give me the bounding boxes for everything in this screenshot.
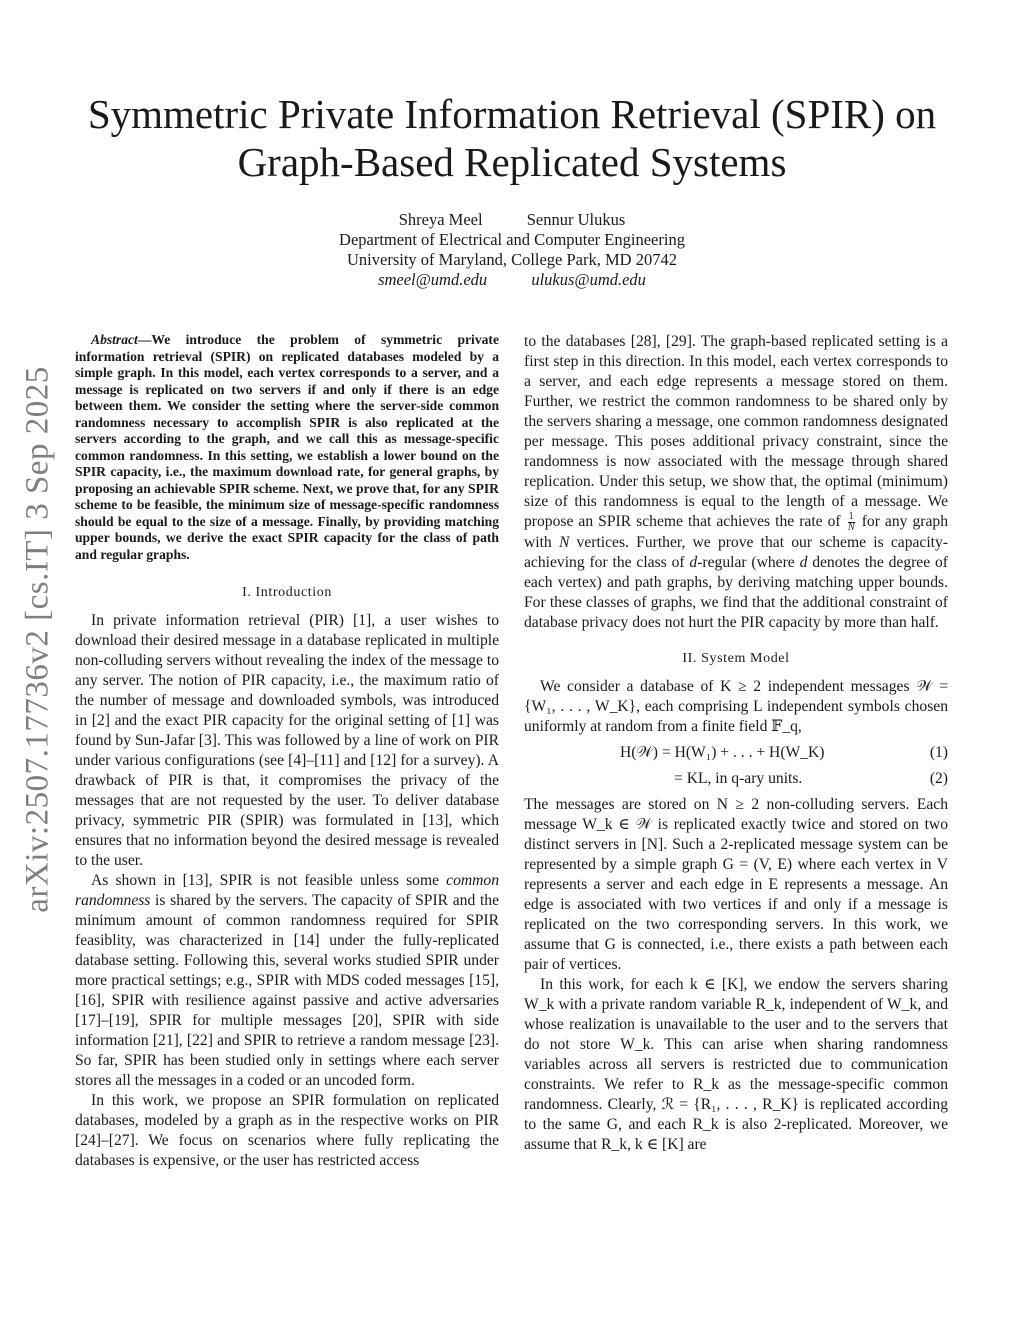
intro-paragraph-1: In private information retrieval (PIR) [1], a user wishes to download their desired message in a database replicated in multiple non-colluding servers without revealing the index of the message to any server. The notion of PIR capacity, i.e., the maximum ratio of the number of message and downloaded symbols, was introduced in [2] and the exact PIR capacity for the original setting of [1] was found by Sun-Jafar [3]. This was followed by a line of work on PIR under various configurations (see [4]–[11] and [12] for a survey). A drawback of PIR is that, it compromises the privacy of the messages that are not requested by the user. To deliver database privacy, symmetric PIR (SPIR) was formulated in [13], which ensures that no information beyond the desired message is revealed to the user. — [75, 612, 499, 869]
fraction-numerator: 1 — [848, 511, 854, 522]
equation-2-body: = KL, in q-ary units. — [674, 770, 803, 787]
math-symbol: d — [689, 554, 698, 571]
math-symbol: N — [558, 534, 570, 551]
paper-title — [60, 90, 964, 186]
section-heading-system-model: II. System Model — [682, 651, 790, 666]
author-university: University of Maryland, College Park, MD 20742 — [347, 250, 677, 269]
equation-1-body: H(𝒲) = H(W₁) + . . . + H(W_K) — [620, 744, 825, 761]
math-symbol: d — [799, 554, 808, 571]
equation-1-number: (1) — [929, 744, 948, 761]
arxiv-identifier-text: arXiv:2507.17736v2 [cs.IT] 3 Sep 2025 — [19, 365, 56, 913]
right-column — [524, 332, 948, 1155]
intro-paragraph-2 — [75, 871, 499, 1091]
abstract-lead: Abstract — [91, 332, 138, 347]
left-column — [75, 332, 499, 1171]
author-email: smeel@umd.edu — [378, 270, 488, 289]
intro-continuation — [524, 332, 948, 633]
intro-paragraph-3: In this work, we propose an SPIR formulation on replicated databases, modeled by a graph as in the respective works on PIR [24]–[27]. We focus on scenarios where fully replicating the databases is expensive, or the user has restricted access — [75, 1092, 499, 1169]
intro-p2-emphasis: common randomness — [75, 872, 499, 909]
section-heading-introduction: I. Introduction — [242, 585, 332, 600]
author-block — [60, 210, 964, 290]
text-span: for any graph with — [524, 513, 948, 551]
system-paragraph-3: In this work, for each k ∈ [K], we endow the servers sharing W_k with a private random variable R_k, independent of W_k, and whose realization is unavailable to the user and to the servers that do not store W_k. This can arise when sharing randomness variables across all servers is restricted due to communication constraints. We refer to R_k as the message-specific common randomness. Clearly, ℛ = {R₁, . . . , R_K} is replicated according to the same G, and each R_k is also 2-replicated. Moreover, we assume that R_k, k ∈ [K] are — [524, 976, 948, 1153]
abstract-text: —We introduce the problem of symmetric private information retrieval (SPIR) on replicated databases modeled by a simple graph. In this model, each vertex corresponds to a server, and a message is replicated on two servers if and only if there is an edge between them. We consider the setting where the server-side common randomness necessary to accomplish SPIR is also replicated at the servers according to the graph, and we call this as message-specific common randomness. In this setting, we establish a lower bound on the SPIR capacity, i.e., the maximum download rate, for general graphs, by proposing an achievable SPIR scheme. Next, we prove that, for any SPIR scheme to be feasible, the minimum size of message-specific randomness should be equal to the size of a message. Finally, by providing matching upper bounds, we derive the exact SPIR capacity for the class of path and regular graphs. — [75, 332, 499, 562]
author-name: Sennur Ulukus — [526, 210, 626, 229]
intro-p2-text: As shown in [13], SPIR is not feasible unless some — [91, 872, 447, 889]
title-line-2: Graph-Based Replicated Systems — [237, 139, 787, 185]
equation-1 — [524, 743, 948, 763]
system-paragraph-2: The messages are stored on N ≥ 2 non-colluding servers. Each message W_k ∈ 𝒲 is replicated exactly twice and stored on two distinct servers in [N]. Such a 2-replicated message system can be represented by a simple graph G = (V, E) where each vertex in V represents a server and each edge in E represents a message. An edge is associated with two vertices if and only if a message is replicated on the two corresponding servers. In this work, we assume that G is connected, i.e., there exists a path between each pair of vertices. — [524, 796, 948, 973]
author-names — [60, 210, 964, 230]
abstract — [75, 332, 499, 563]
fraction-denominator: N — [847, 522, 855, 533]
text-span: vertices. Further, we prove that our scheme is capacity-achieving for the class of — [524, 534, 948, 571]
intro-p2-text: is shared by the servers. The capacity of SPIR and the minimum amount of common randomness required for SPIR feasiblity, was characterized in [14] under the fully-replicated database setting. Following this, several works studied SPIR under more practical settings; e.g., SPIR with MDS coded messages [15], [16], SPIR with resilience against passive and active adversaries [17]–[19], SPIR for multiple messages [20], SPIR with side information [21], [22] and SPIR to retrieve a random message [23]. So far, SPIR has been studied only in settings where each server stores all the messages in a coded or an uncoded form. — [75, 892, 499, 1089]
author-name: Shreya Meel — [398, 210, 483, 229]
text-span: denotes the degree of each vertex) and path graphs, by deriving matching upper bounds. For these classes of graphs, we find that the additional constraint of database privacy does not hurt the PIR capacity by more than half. — [524, 554, 948, 631]
equation-2-number: (2) — [929, 770, 948, 787]
equation-2 — [524, 769, 948, 789]
arxiv-identifier — [20, 334, 56, 944]
author-department: Department of Electrical and Computer Engineering — [339, 230, 685, 249]
fraction — [848, 512, 855, 533]
text-span: -regular (where — [697, 554, 800, 571]
author-email: ulukus@umd.edu — [531, 270, 646, 289]
system-paragraph-1: We consider a database of K ≥ 2 independent messages 𝒲 = {W₁, . . . , W_K}, each comprising L independent symbols chosen uniformly at random from a finite field 𝔽_q, — [524, 678, 948, 735]
title-line-1: Symmetric Private Information Retrieval (SPIR) on — [87, 91, 937, 137]
author-emails — [60, 270, 964, 290]
text-span: to the databases [28], [29]. The graph-based replicated setting is a first step in this direction. In this model, each vertex corresponds to a server, and each edge represents a message stored on them. Further, we restrict the common randomness to be shared only by the servers sharing a message, one common randomness designated per message. This poses additional privacy constraint, since the randomness is now associated with the message through shared replication. Under this setup, we show that, the optimal (minimum) size of this randomness is equal to the length of a message. We propose an SPIR scheme that achieves the rate of — [524, 333, 948, 531]
